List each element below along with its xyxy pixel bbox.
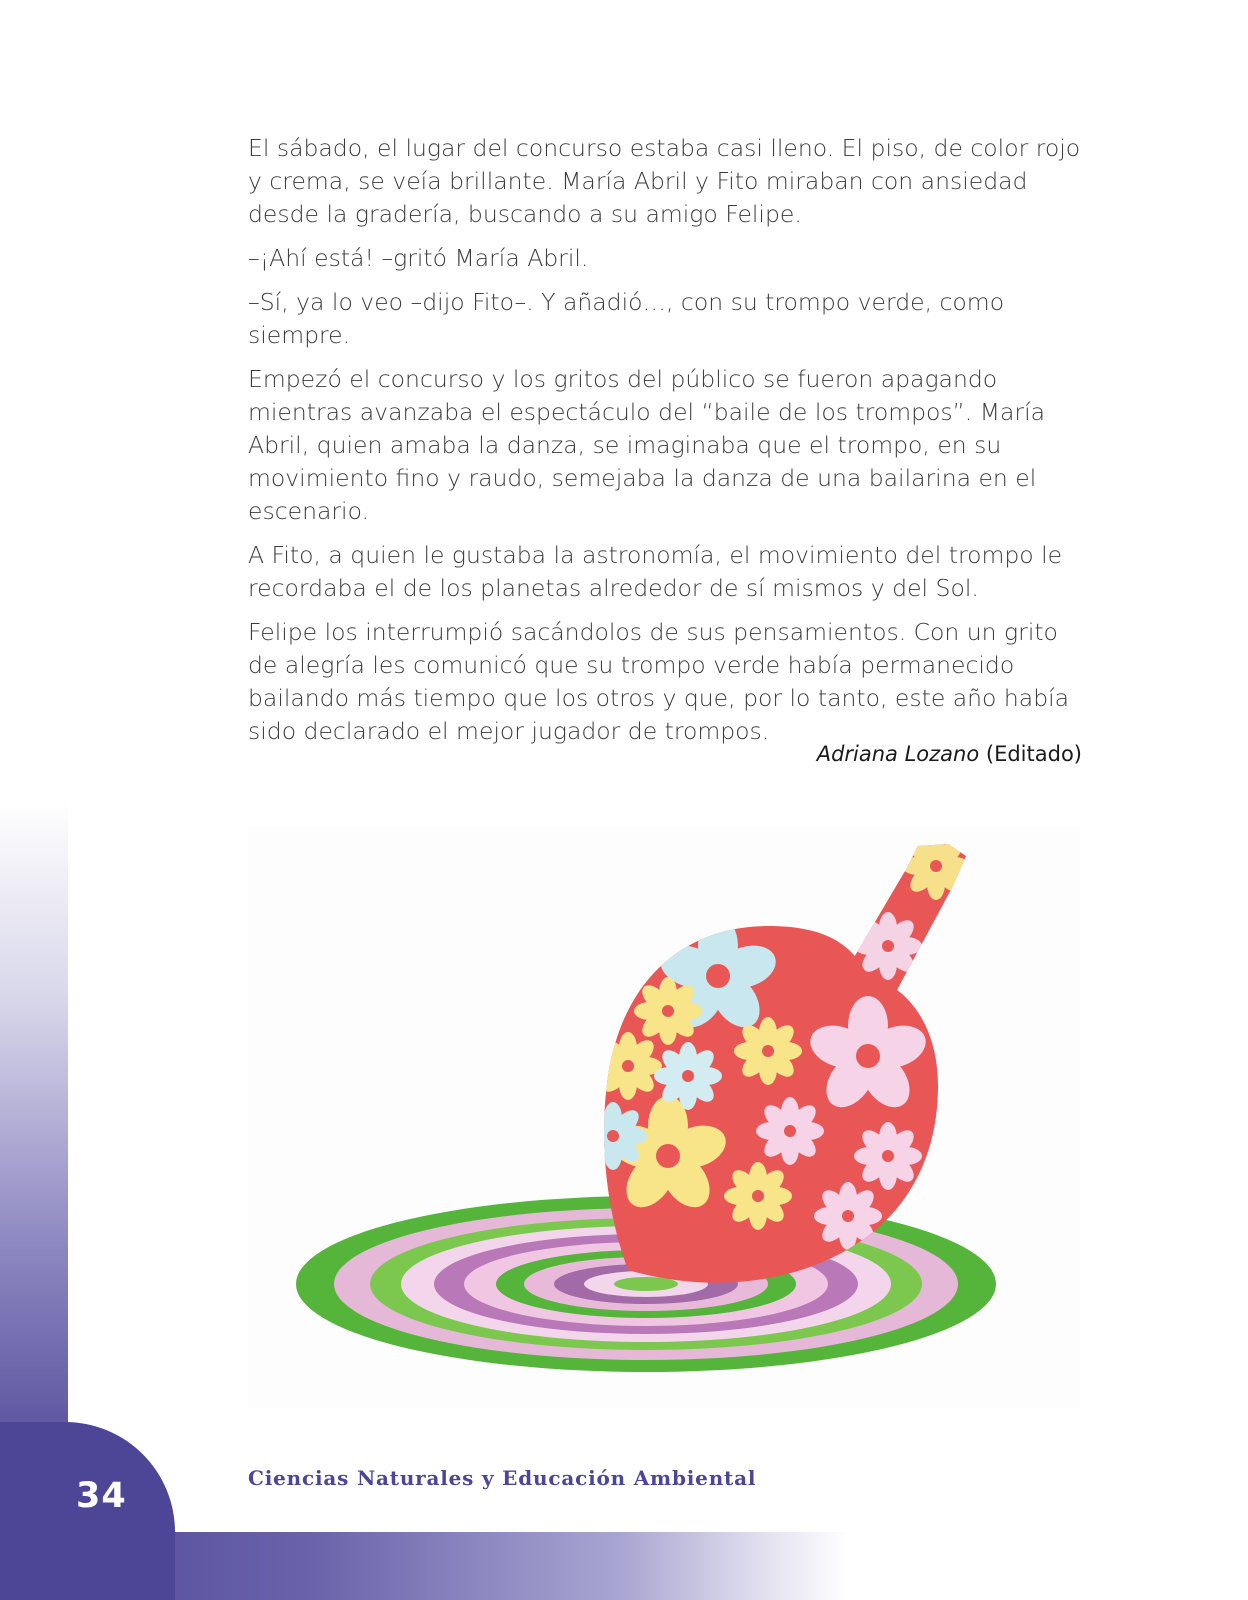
paragraph-6: Felipe los interrumpió sacándolos de sus pensamientos. Con un grito de alegría les comunicó que su trompo verde había permanecido bailando más tiempo que los otros y que, por lo tanto, este año había sido declarado el mejor jugador de trompos. bbox=[248, 618, 1070, 745]
story-text bbox=[248, 132, 1088, 759]
paragraph-2: –¡Ahí está! –gritó María Abril. bbox=[248, 244, 589, 272]
spinning-top-svg bbox=[248, 826, 1080, 1408]
bottom-decorative-bar bbox=[0, 1532, 1248, 1600]
author-note: (Editado) bbox=[985, 742, 1082, 766]
paragraph-3: –Sí, ya lo veo –dijo Fito–. Y añadió…, con su trompo verde, como siempre. bbox=[248, 288, 1005, 349]
paragraph-4: Empezó el concurso y los gritos del público se fueron apagando mientras avanzaba el espectáculo del “baile de los trompos”. María Abril, quien amaba la danza, se imaginaba que el trompo, en su movimiento fino y raudo, semejaba la danza de una bailarina en el escenario. bbox=[248, 365, 1046, 525]
paragraph-1: El sábado, el lugar del concurso estaba casi lleno. El piso, de color rojo y crema, se veía brillante. María Abril y Fito miraban con ansiedad desde la gradería, buscando a su amigo Felipe. bbox=[248, 134, 1081, 228]
page-number: 34 bbox=[76, 1476, 127, 1516]
attribution bbox=[700, 742, 1082, 766]
book-title: Ciencias Naturales y Educación Ambiental bbox=[248, 1466, 757, 1490]
spinning-top-illustration bbox=[248, 826, 1080, 1408]
paragraph-5: A Fito, a quien le gustaba la astronomía, el movimiento del trompo le recordaba el de los planetas alrededor de sí mismos y del Sol. bbox=[248, 541, 1063, 602]
author-name: Adriana Lozano bbox=[816, 742, 980, 766]
